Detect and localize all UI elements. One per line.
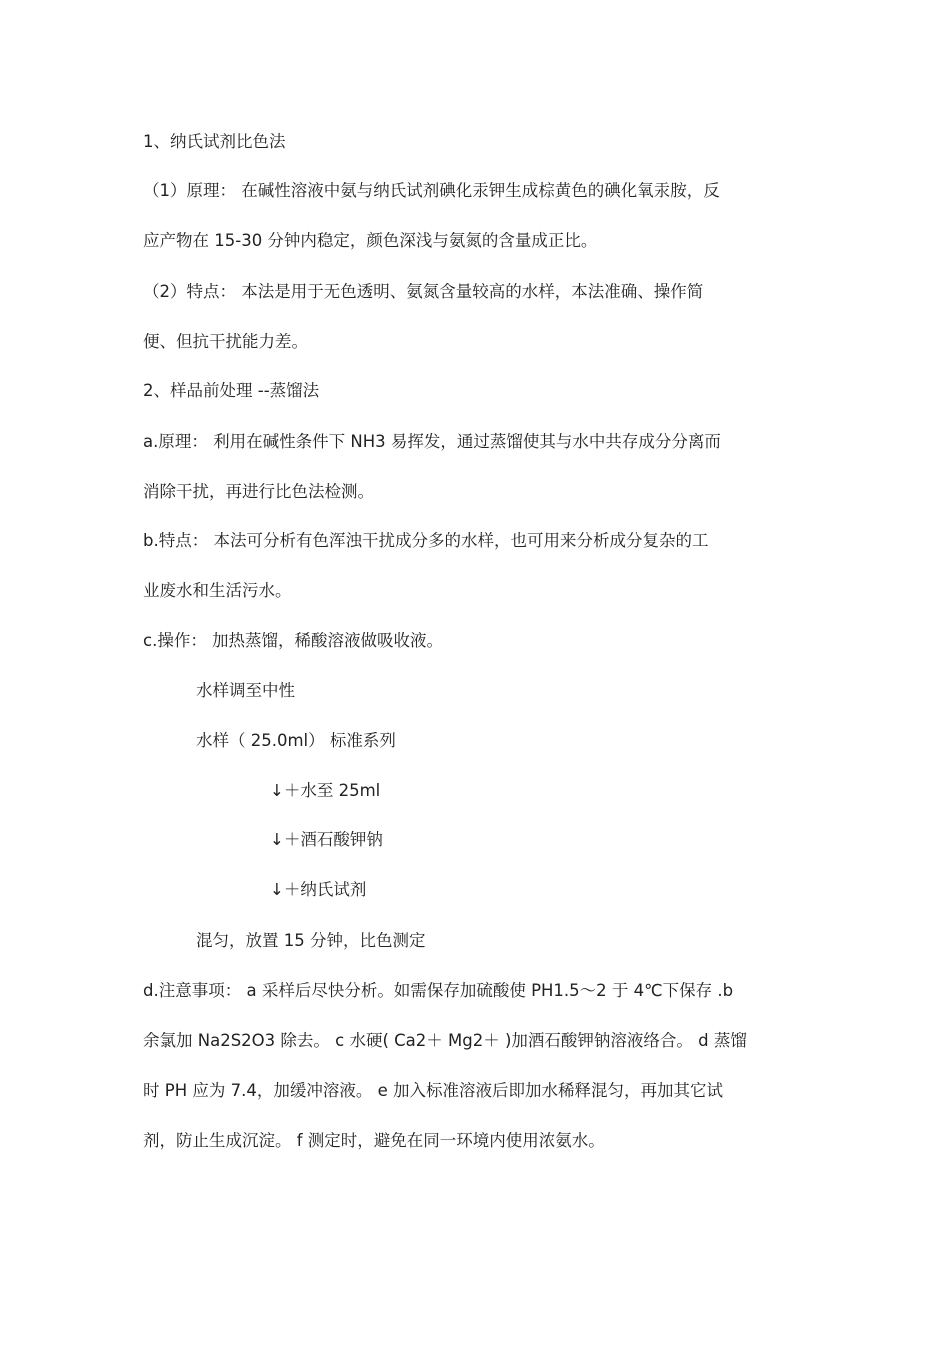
distill-features-line-2: 业废水和生活污水。 xyxy=(143,581,292,600)
procedure-step-4: ↓＋酒石酸钾钠 xyxy=(270,830,383,849)
section-heading-1: 1、纳氏试剂比色法 xyxy=(143,132,286,151)
distill-principle-line-1: a.原理： 利用在碱性条件下 NH3 易挥发，通过蒸馏使其与水中共存成分分离而 xyxy=(143,432,721,451)
operation-line: c.操作： 加热蒸馏，稀酸溶液做吸收液。 xyxy=(143,631,444,650)
procedure-step-6: 混匀，放置 15 分钟，比色测定 xyxy=(196,931,426,950)
principle-line-1: （1）原理： 在碱性溶液中氨与纳氏试剂碘化汞钾生成棕黄色的碘化氧汞胺，反 xyxy=(143,181,720,200)
procedure-step-2: 水样（ 25.0ml） 标准系列 xyxy=(196,731,396,750)
notes-line-1: d.注意事项： a 采样后尽快分析。如需保存加硫酸使 PH1.5～2 于 4℃下保存 .b xyxy=(143,981,734,1000)
procedure-step-3: ↓＋水至 25ml xyxy=(270,781,381,800)
procedure-step-5: ↓＋纳氏试剂 xyxy=(270,880,367,899)
notes-line-2: 余氯加 Na2S2O3 除去。 c 水硬( Ca2＋ Mg2＋ )加酒石酸钾钠溶液络合。 d 蒸馏 xyxy=(143,1031,747,1050)
distill-features-line-1: b.特点： 本法可分析有色浑浊干扰成分多的水样，也可用来分析成分复杂的工 xyxy=(143,531,709,550)
notes-line-4: 剂，防止生成沉淀。 f 测定时，避免在同一环境内使用浓氨水。 xyxy=(143,1131,605,1150)
distill-principle-line-2: 消除干扰，再进行比色法检测。 xyxy=(143,482,374,501)
notes-line-3: 时 PH 应为 7.4，加缓冲溶液。 e 加入标准溶液后即加水稀释混匀，再加其它试 xyxy=(143,1081,723,1100)
principle-line-2: 应产物在 15-30 分钟内稳定，颜色深浅与氨氮的含量成正比。 xyxy=(143,231,598,250)
procedure-step-1: 水样调至中性 xyxy=(196,681,295,700)
features-line-1: （2）特点： 本法是用于无色透明、氨氮含量较高的水样，本法准确、操作简 xyxy=(143,282,704,301)
features-line-2: 便、但抗干扰能力差。 xyxy=(143,332,308,351)
section-heading-2: 2、样品前处理 --蒸馏法 xyxy=(143,381,320,400)
